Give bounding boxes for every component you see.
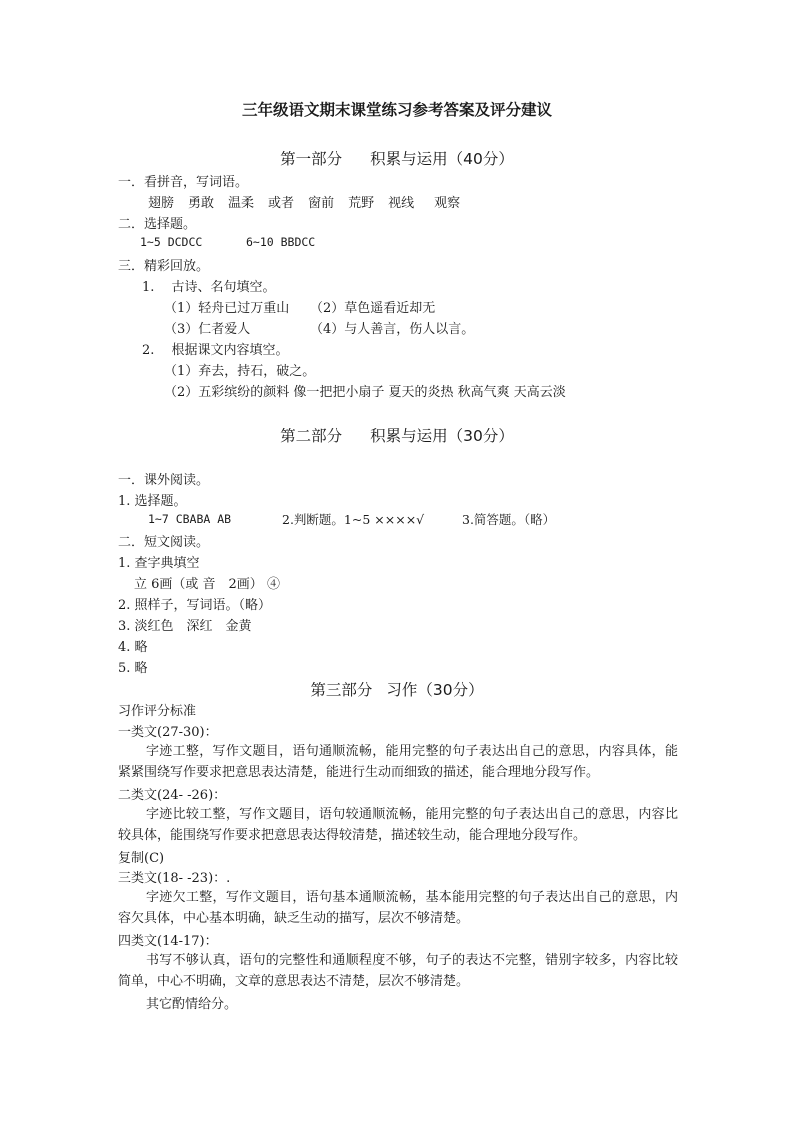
part3-grade3-text: 字迹欠工整，写作文题目，语句基本通顺流畅，基本能用完整的句子表达出自己的意思，内容欠具体，中心基本明确，缺乏生动的描写，层次不够清楚。: [118, 890, 678, 926]
part1-q2-answer-b: 6~10 BBDCC: [246, 235, 316, 249]
part3-grade4-text: 书写不够认真，语句的完整性和通顺程度不够，句子的表达不完整，错别字较多，内容比较简单，中心不明确，文章的意思表达不清楚，层次不够清楚。: [118, 953, 678, 989]
part1-q3-heading: 三．精彩回放。: [118, 259, 210, 274]
word-item: 视线: [388, 196, 415, 211]
part3-heading: [0, 678, 794, 700]
part3-grade2-label: 二类文(24- -26)：: [118, 788, 227, 803]
part1-q3-sub1-b: （2）草色遥看近却无: [310, 301, 436, 316]
word-item: 翅膀: [148, 196, 175, 211]
part2-q1-answer1: [148, 512, 231, 526]
document-title: 三年级语文期末课堂练习参考答案及评分建议: [241, 101, 552, 119]
part2-q1-heading: 一．课外阅读。: [118, 473, 210, 488]
part2-q2-heading: 二．短文阅读。: [118, 535, 210, 550]
part2-q2-sub5: 5. 略: [118, 661, 148, 676]
part1-q3-sub2: 2. 根据课文内容填空。: [142, 343, 289, 358]
part2-q2-sub2: 2. 照样子，写词语。（略）: [118, 598, 272, 613]
part2-name: 第二部分: [280, 427, 343, 445]
part2-subtitle: 积累与运用（30分）: [370, 427, 514, 445]
part3-grade3-label: 三类文(18- -23)：.: [118, 871, 231, 886]
part3-grade1-text: 字迹工整，写作文题目，语句通顺流畅，能用完整的句子表达出自己的意思，内容具体，能紧紧围绕写作要求把意思表达清楚，能进行生动而细致的描述，能合理地分段写作。: [118, 744, 678, 780]
part2-heading: [0, 424, 794, 446]
part3-grade2-text: 字迹比较工整，写作文题目，语句较通顺流畅，能用完整的句子表达出自己的意思，内容比较具体，能围绕写作要求把意思表达得较清楚，描述较生动，能合理地分段写作。: [118, 807, 678, 843]
part1-q3-sub2-b: （2）五彩缤纷的颜料 像一把把小扇子 夏天的炎热 秋高气爽 天高云淡: [164, 385, 566, 400]
part2-q1-answer3: 3.简答题。（略）: [462, 512, 556, 527]
part2-q2-sub4: 4. 略: [118, 640, 148, 655]
word-item: 或者: [268, 196, 295, 211]
part2-q2-sub3: 3. 淡红色 深红 金黄: [118, 619, 252, 634]
part2-q1-answer1-text: 1~7 CBABA AB: [148, 512, 232, 526]
part1-q1-words: [148, 192, 474, 211]
part2-q2-answer1: 立 6画（或 音 2画） ④: [134, 577, 280, 592]
part1-q1-heading: 一．看拼音，写词语。: [118, 175, 249, 190]
part1-q2-heading: 二．选择题。: [118, 217, 197, 232]
word-item: 窗前: [308, 196, 335, 211]
part1-q3-sub1-c: （3）仁者爱人: [164, 322, 251, 337]
word-item: 观察: [434, 196, 461, 211]
part3-copy-note: 复制(C): [118, 851, 165, 866]
part3-subtitle: 习作（30分）: [386, 681, 484, 699]
part1-subtitle: 积累与运用（40分）: [370, 150, 514, 168]
word-item: 荒野: [348, 196, 375, 211]
part1-name: 第一部分: [280, 150, 343, 168]
part1-heading: [0, 147, 794, 169]
part3-name: 第三部分: [310, 681, 373, 699]
part3-grade4-label: 四类文(14-17)：: [118, 934, 218, 949]
part1-q3-sub1: 1. 古诗、名句填空。: [142, 280, 276, 295]
part1-q3-sub1-d: （4）与人善言，伤人以言。: [310, 322, 475, 337]
part3-other-text: 其它酌情给分。: [146, 997, 238, 1012]
word-item: 勇敢: [188, 196, 215, 211]
part1-q3-sub2-a: （1）弃去，持石，破之。: [164, 364, 316, 379]
part3-grade1-label: 一类文(27-30)：: [118, 725, 218, 740]
part1-q3-sub1-a: （1）轻舟已过万重山: [164, 301, 290, 316]
part3-criteria-heading: 习作评分标准: [118, 704, 197, 719]
part2-q2-sub1: 1. 查字典填空: [118, 556, 200, 571]
word-item: 温柔: [228, 196, 255, 211]
part2-q1-sub1: 1. 选择题。: [118, 494, 187, 509]
part2-q1-answer2: 2.判断题。1~5 ××××√: [282, 512, 425, 527]
part1-q2-answer-a: 1~5 DCDCC: [140, 235, 203, 249]
